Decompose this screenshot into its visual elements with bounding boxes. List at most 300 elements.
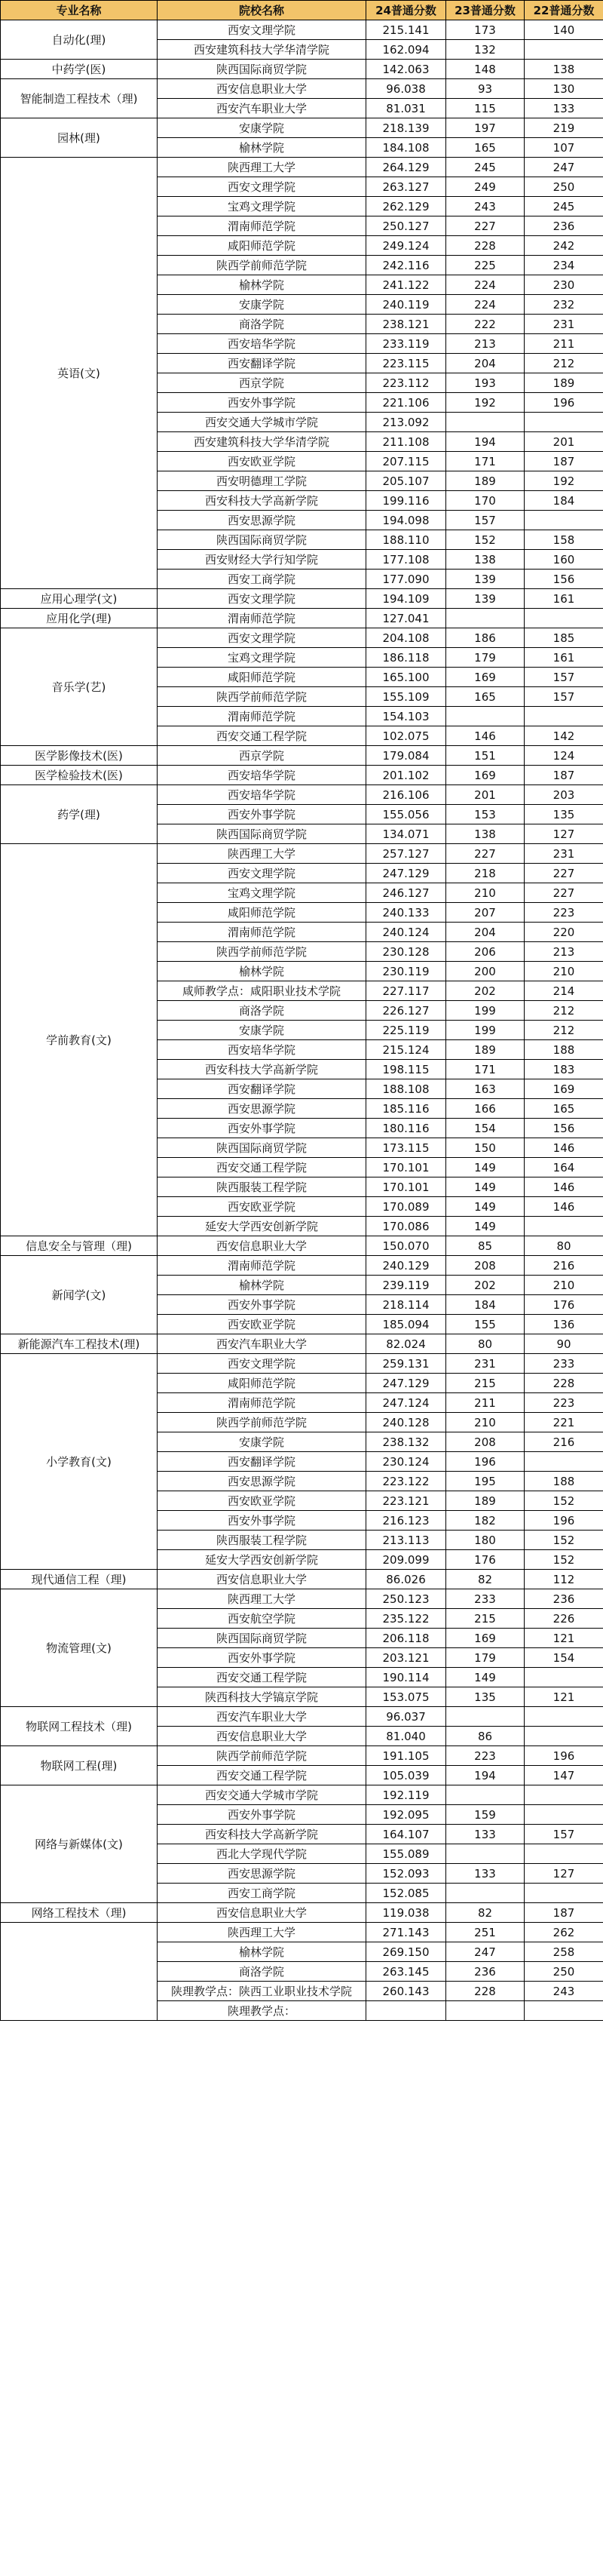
- school-name-cell: 咸阳师范学院: [158, 1374, 366, 1393]
- score-23-cell: 192: [446, 393, 525, 413]
- score-24-cell: 239.119: [366, 1276, 446, 1295]
- score-22-cell: 223: [525, 1393, 603, 1413]
- school-name-cell: 西安交通工程学院: [158, 1766, 366, 1785]
- score-22-cell: 211: [525, 334, 603, 354]
- score-23-cell: 210: [446, 883, 525, 903]
- score-23-cell: 133: [446, 1864, 525, 1884]
- score-22-cell: 210: [525, 1276, 603, 1295]
- school-name-cell: 西安信息职业大学: [158, 1903, 366, 1923]
- table-row: [1, 609, 603, 628]
- score-23-cell: 210: [446, 1413, 525, 1432]
- major-name-cell: 新能源汽车工程技术(理): [1, 1334, 158, 1354]
- score-24-cell: 204.108: [366, 628, 446, 648]
- score-22-cell: 154: [525, 1648, 603, 1668]
- score-22-cell: 121: [525, 1629, 603, 1648]
- score-24-cell: 238.121: [366, 315, 446, 334]
- school-name-cell: 陕西学前师范学院: [158, 1413, 366, 1432]
- score-22-cell: 147: [525, 1766, 603, 1785]
- score-24-cell: 180.116: [366, 1119, 446, 1138]
- score-22-cell: 223: [525, 903, 603, 923]
- school-name-cell: 西安文理学院: [158, 177, 366, 197]
- score-23-cell: 218: [446, 864, 525, 883]
- score-22-cell: 189: [525, 373, 603, 393]
- score-23-cell: [446, 413, 525, 432]
- score-24-cell: 81.031: [366, 99, 446, 118]
- score-23-cell: 159: [446, 1805, 525, 1825]
- score-24-cell: 102.075: [366, 726, 446, 746]
- score-24-cell: 218.139: [366, 118, 446, 138]
- school-name-cell: 西安交通大学城市学院: [158, 1785, 366, 1805]
- table-row: [1, 1570, 603, 1589]
- table-row: [1, 1589, 603, 1609]
- school-name-cell: 渭南师范学院: [158, 707, 366, 726]
- school-name-cell: 安康学院: [158, 1021, 366, 1040]
- table-row: [1, 1923, 603, 1942]
- major-name-cell: 网络与新媒体(文): [1, 1785, 158, 1903]
- school-name-cell: 西安科技大学高新学院: [158, 491, 366, 511]
- score-22-cell: 247: [525, 158, 603, 177]
- school-name-cell: 西安欧亚学院: [158, 452, 366, 471]
- score-24-cell: 230.128: [366, 942, 446, 962]
- score-23-cell: 186: [446, 628, 525, 648]
- score-24-cell: 86.026: [366, 1570, 446, 1589]
- score-23-cell: 115: [446, 99, 525, 118]
- score-22-cell: 231: [525, 844, 603, 864]
- table-row: [1, 60, 603, 79]
- table-row: [1, 1903, 603, 1923]
- score-22-cell: 226: [525, 1609, 603, 1629]
- score-23-cell: 138: [446, 550, 525, 570]
- school-name-cell: 安康学院: [158, 295, 366, 315]
- score-23-cell: 169: [446, 766, 525, 785]
- score-22-cell: 231: [525, 315, 603, 334]
- major-name-cell: 物流管理(文): [1, 1589, 158, 1707]
- score-22-cell: 227: [525, 864, 603, 883]
- score-23-cell: 150: [446, 1138, 525, 1158]
- school-name-cell: 西安培华学院: [158, 1040, 366, 1060]
- school-name-cell: 西安思源学院: [158, 1099, 366, 1119]
- school-name-cell: 陕西学前师范学院: [158, 256, 366, 275]
- score-22-cell: 212: [525, 1021, 603, 1040]
- score-23-cell: 228: [446, 236, 525, 256]
- score-23-cell: 227: [446, 844, 525, 864]
- score-24-cell: 209.099: [366, 1550, 446, 1570]
- school-name-cell: 陕西理工大学: [158, 158, 366, 177]
- score-23-cell: 135: [446, 1687, 525, 1707]
- score-22-cell: 228: [525, 1374, 603, 1393]
- score-22-cell: 121: [525, 1687, 603, 1707]
- score-23-cell: 155: [446, 1315, 525, 1334]
- school-name-cell: 渭南师范学院: [158, 609, 366, 628]
- score-23-cell: 165: [446, 687, 525, 707]
- major-name-cell: 中药学(医): [1, 60, 158, 79]
- score-24-cell: 150.070: [366, 1236, 446, 1256]
- score-24-cell: 173.115: [366, 1138, 446, 1158]
- score-22-cell: 169: [525, 1079, 603, 1099]
- major-name-cell: [1, 1923, 158, 2021]
- score-24-cell: 153.075: [366, 1687, 446, 1707]
- school-name-cell: 咸阳师范学院: [158, 903, 366, 923]
- score-22-cell: 196: [525, 1511, 603, 1531]
- score-22-cell: 158: [525, 530, 603, 550]
- school-name-cell: 陕西服装工程学院: [158, 1531, 366, 1550]
- school-name-cell: 渭南师范学院: [158, 923, 366, 942]
- score-23-cell: 85: [446, 1236, 525, 1256]
- score-22-cell: 161: [525, 589, 603, 609]
- score-24-cell: 216.123: [366, 1511, 446, 1531]
- school-name-cell: 商洛学院: [158, 1962, 366, 1982]
- score-23-cell: 207: [446, 903, 525, 923]
- school-name-cell: 西安建筑科技大学华清学院: [158, 432, 366, 452]
- score-22-cell: [525, 413, 603, 432]
- school-name-cell: 西安汽车职业大学: [158, 1707, 366, 1727]
- score-23-cell: [446, 1884, 525, 1903]
- major-name-cell: 音乐学(艺): [1, 628, 158, 746]
- score-22-cell: 192: [525, 471, 603, 491]
- score-22-cell: 236: [525, 216, 603, 236]
- school-name-cell: 榆林学院: [158, 962, 366, 981]
- school-name-cell: 西安交通工程学院: [158, 1158, 366, 1177]
- score-23-cell: 152: [446, 530, 525, 550]
- score-22-cell: 183: [525, 1060, 603, 1079]
- school-name-cell: 西安思源学院: [158, 1864, 366, 1884]
- major-name-cell: 新闻学(文): [1, 1256, 158, 1334]
- school-name-cell: 西安欧亚学院: [158, 1315, 366, 1334]
- score-23-cell: 169: [446, 1629, 525, 1648]
- school-name-cell: 西安思源学院: [158, 1472, 366, 1491]
- score-22-cell: 187: [525, 1903, 603, 1923]
- score-23-cell: 202: [446, 1276, 525, 1295]
- school-name-cell: 西安外事学院: [158, 805, 366, 824]
- score-22-cell: 176: [525, 1295, 603, 1315]
- school-name-cell: 西安信息职业大学: [158, 1727, 366, 1746]
- score-22-cell: 124: [525, 746, 603, 766]
- score-22-cell: 213: [525, 942, 603, 962]
- school-name-cell: 西安文理学院: [158, 1354, 366, 1374]
- table-row: [1, 1746, 603, 1766]
- score-24-cell: 81.040: [366, 1727, 446, 1746]
- score-24-cell: 184.108: [366, 138, 446, 158]
- score-22-cell: 233: [525, 1354, 603, 1374]
- school-name-cell: 延安大学西安创新学院: [158, 1550, 366, 1570]
- score-23-cell: 204: [446, 354, 525, 373]
- score-23-cell: 195: [446, 1472, 525, 1491]
- score-24-cell: 177.108: [366, 550, 446, 570]
- score-23-cell: 171: [446, 452, 525, 471]
- score-23-cell: 179: [446, 648, 525, 668]
- score-24-cell: 259.131: [366, 1354, 446, 1374]
- score-22-cell: [525, 1452, 603, 1472]
- header-school: 院校名称: [158, 1, 366, 20]
- score-22-cell: 127: [525, 824, 603, 844]
- score-24-cell: 177.090: [366, 570, 446, 589]
- major-name-cell: 信息安全与管理（理): [1, 1236, 158, 1256]
- score-23-cell: 189: [446, 1040, 525, 1060]
- score-24-cell: 165.100: [366, 668, 446, 687]
- score-24-cell: 257.127: [366, 844, 446, 864]
- score-22-cell: [525, 40, 603, 60]
- school-name-cell: 西安培华学院: [158, 766, 366, 785]
- major-name-cell: 应用心理学(文): [1, 589, 158, 609]
- score-23-cell: 169: [446, 668, 525, 687]
- school-name-cell: 渭南师范学院: [158, 216, 366, 236]
- major-name-cell: 现代通信工程（理): [1, 1570, 158, 1589]
- major-name-cell: 应用化学(理): [1, 609, 158, 628]
- score-23-cell: 170: [446, 491, 525, 511]
- score-22-cell: 188: [525, 1040, 603, 1060]
- school-name-cell: 西安信息职业大学: [158, 79, 366, 99]
- school-name-cell: 陕西国际商贸学院: [158, 1138, 366, 1158]
- school-name-cell: 西安交通工程学院: [158, 1668, 366, 1687]
- score-22-cell: 216: [525, 1432, 603, 1452]
- score-23-cell: 149: [446, 1197, 525, 1217]
- score-24-cell: 192.119: [366, 1785, 446, 1805]
- score-23-cell: 153: [446, 805, 525, 824]
- score-23-cell: 223: [446, 1746, 525, 1766]
- score-24-cell: 164.107: [366, 1825, 446, 1844]
- score-22-cell: 187: [525, 452, 603, 471]
- school-name-cell: 西安交通工程学院: [158, 726, 366, 746]
- score-23-cell: [446, 1844, 525, 1864]
- score-24-cell: 152.093: [366, 1864, 446, 1884]
- school-name-cell: 安康学院: [158, 118, 366, 138]
- score-23-cell: 149: [446, 1217, 525, 1236]
- score-24-cell: 152.085: [366, 1884, 446, 1903]
- school-name-cell: 西安翻译学院: [158, 1079, 366, 1099]
- school-name-cell: 西安外事学院: [158, 1119, 366, 1138]
- school-name-cell: 西安工商学院: [158, 570, 366, 589]
- score-24-cell: 170.101: [366, 1177, 446, 1197]
- score-23-cell: 182: [446, 1511, 525, 1531]
- score-24-cell: 207.115: [366, 452, 446, 471]
- score-23-cell: 204: [446, 923, 525, 942]
- score-23-cell: 208: [446, 1256, 525, 1276]
- score-24-cell: 216.106: [366, 785, 446, 805]
- score-24-cell: 226.127: [366, 1001, 446, 1021]
- score-24-cell: 170.086: [366, 1217, 446, 1236]
- major-name-cell: 自动化(理): [1, 20, 158, 60]
- score-22-cell: 152: [525, 1531, 603, 1550]
- school-name-cell: 西安文理学院: [158, 589, 366, 609]
- school-name-cell: 西安科技大学高新学院: [158, 1825, 366, 1844]
- score-24-cell: 249.124: [366, 236, 446, 256]
- table-row: [1, 1707, 603, 1727]
- school-name-cell: 咸阳师范学院: [158, 236, 366, 256]
- score-23-cell: 213: [446, 334, 525, 354]
- score-24-cell: 233.119: [366, 334, 446, 354]
- score-22-cell: [525, 1785, 603, 1805]
- score-22-cell: [525, 1805, 603, 1825]
- score-22-cell: 135: [525, 805, 603, 824]
- school-name-cell: 西安外事学院: [158, 1648, 366, 1668]
- score-24-cell: 240.133: [366, 903, 446, 923]
- score-23-cell: 215: [446, 1609, 525, 1629]
- school-name-cell: 陕西理工大学: [158, 844, 366, 864]
- school-name-cell: 西安文理学院: [158, 20, 366, 40]
- score-23-cell: [446, 707, 525, 726]
- table-row: [1, 79, 603, 99]
- score-22-cell: 157: [525, 687, 603, 707]
- score-24-cell: 247.124: [366, 1393, 446, 1413]
- school-name-cell: 西安外事学院: [158, 1805, 366, 1825]
- score-24-cell: 105.039: [366, 1766, 446, 1785]
- score-24-cell: 250.127: [366, 216, 446, 236]
- score-22-cell: 250: [525, 177, 603, 197]
- school-name-cell: 西安航空学院: [158, 1609, 366, 1629]
- score-24-cell: 170.089: [366, 1197, 446, 1217]
- score-24-cell: 250.123: [366, 1589, 446, 1609]
- score-23-cell: 231: [446, 1354, 525, 1374]
- school-name-cell: 西安信息职业大学: [158, 1570, 366, 1589]
- score-23-cell: 180: [446, 1531, 525, 1550]
- score-24-cell: 179.084: [366, 746, 446, 766]
- score-24-cell: 218.114: [366, 1295, 446, 1315]
- score-22-cell: 242: [525, 236, 603, 256]
- score-23-cell: 193: [446, 373, 525, 393]
- score-22-cell: 157: [525, 668, 603, 687]
- score-22-cell: 146: [525, 1138, 603, 1158]
- score-23-cell: 146: [446, 726, 525, 746]
- school-name-cell: 西安文理学院: [158, 628, 366, 648]
- score-23-cell: 154: [446, 1119, 525, 1138]
- school-name-cell: 西安工商学院: [158, 1884, 366, 1903]
- table-row: [1, 1256, 603, 1276]
- score-23-cell: 233: [446, 1589, 525, 1609]
- score-24-cell: 271.143: [366, 1923, 446, 1942]
- score-24-cell: 82.024: [366, 1334, 446, 1354]
- score-23-cell: 211: [446, 1393, 525, 1413]
- header-score-23: 23普通分数: [446, 1, 525, 20]
- school-name-cell: 宝鸡文理学院: [158, 197, 366, 216]
- score-24-cell: 201.102: [366, 766, 446, 785]
- score-24-cell: 263.127: [366, 177, 446, 197]
- score-22-cell: 187: [525, 766, 603, 785]
- score-22-cell: 146: [525, 1177, 603, 1197]
- table-row: [1, 844, 603, 864]
- school-name-cell: 陕西理工大学: [158, 1923, 366, 1942]
- score-24-cell: 192.095: [366, 1805, 446, 1825]
- score-22-cell: 236: [525, 1589, 603, 1609]
- score-22-cell: 203: [525, 785, 603, 805]
- score-22-cell: 232: [525, 295, 603, 315]
- school-name-cell: 西安建筑科技大学华清学院: [158, 40, 366, 60]
- score-22-cell: [525, 1884, 603, 1903]
- score-23-cell: 149: [446, 1158, 525, 1177]
- table-row: [1, 1785, 603, 1805]
- major-name-cell: 学前教育(文): [1, 844, 158, 1236]
- score-22-cell: 130: [525, 79, 603, 99]
- score-22-cell: [525, 707, 603, 726]
- score-23-cell: [446, 2001, 525, 2021]
- score-24-cell: 269.150: [366, 1942, 446, 1962]
- school-name-cell: 咸师教学点：咸阳职业技术学院: [158, 981, 366, 1001]
- table-row: [1, 1236, 603, 1256]
- score-24-cell: 215.124: [366, 1040, 446, 1060]
- score-22-cell: [525, 1217, 603, 1236]
- score-22-cell: 221: [525, 1413, 603, 1432]
- score-23-cell: 173: [446, 20, 525, 40]
- score-24-cell: 241.122: [366, 275, 446, 295]
- score-23-cell: 189: [446, 1491, 525, 1511]
- school-name-cell: 西安欧亚学院: [158, 1491, 366, 1511]
- score-24-cell: 96.038: [366, 79, 446, 99]
- score-24-cell: 242.116: [366, 256, 446, 275]
- score-24-cell: 263.145: [366, 1962, 446, 1982]
- score-23-cell: 176: [446, 1550, 525, 1570]
- score-24-cell: 225.119: [366, 1021, 446, 1040]
- score-23-cell: 139: [446, 570, 525, 589]
- score-22-cell: 138: [525, 60, 603, 79]
- score-22-cell: 90: [525, 1334, 603, 1354]
- school-name-cell: 西安文理学院: [158, 864, 366, 883]
- score-23-cell: 82: [446, 1570, 525, 1589]
- score-23-cell: 86: [446, 1727, 525, 1746]
- school-name-cell: 渭南师范学院: [158, 1256, 366, 1276]
- score-24-cell: 215.141: [366, 20, 446, 40]
- major-name-cell: 园林(理): [1, 118, 158, 158]
- school-name-cell: 西安培华学院: [158, 334, 366, 354]
- school-name-cell: 陕西国际商贸学院: [158, 60, 366, 79]
- score-23-cell: 179: [446, 1648, 525, 1668]
- table-row: [1, 1334, 603, 1354]
- score-24-cell: 191.105: [366, 1746, 446, 1766]
- school-name-cell: 陕西国际商贸学院: [158, 1629, 366, 1648]
- score-24-cell: 185.116: [366, 1099, 446, 1119]
- score-23-cell: 199: [446, 1021, 525, 1040]
- major-name-cell: 医学检验技术(医): [1, 766, 158, 785]
- score-22-cell: 230: [525, 275, 603, 295]
- score-22-cell: 152: [525, 1491, 603, 1511]
- score-23-cell: 245: [446, 158, 525, 177]
- score-24-cell: 240.119: [366, 295, 446, 315]
- score-24-cell: 221.106: [366, 393, 446, 413]
- score-23-cell: 222: [446, 315, 525, 334]
- score-22-cell: 219: [525, 118, 603, 138]
- school-name-cell: 延安大学西安创新学院: [158, 1217, 366, 1236]
- score-24-cell: 240.129: [366, 1256, 446, 1276]
- score-24-cell: 142.063: [366, 60, 446, 79]
- school-name-cell: 商洛学院: [158, 1001, 366, 1021]
- score-22-cell: 156: [525, 1119, 603, 1138]
- school-name-cell: 西安思源学院: [158, 511, 366, 530]
- score-23-cell: 225: [446, 256, 525, 275]
- school-name-cell: 西安培华学院: [158, 785, 366, 805]
- score-22-cell: 234: [525, 256, 603, 275]
- score-24-cell: 155.089: [366, 1844, 446, 1864]
- school-name-cell: 陕西学前师范学院: [158, 942, 366, 962]
- major-name-cell: 物联网工程技术（理): [1, 1707, 158, 1746]
- score-24-cell: 119.038: [366, 1903, 446, 1923]
- major-name-cell: 小学教育(文): [1, 1354, 158, 1570]
- major-name-cell: 物联网工程(理): [1, 1746, 158, 1785]
- school-name-cell: 陕西理工大学: [158, 1589, 366, 1609]
- score-24-cell: 194.098: [366, 511, 446, 530]
- score-22-cell: [525, 1844, 603, 1864]
- school-name-cell: 榆林学院: [158, 138, 366, 158]
- score-23-cell: 194: [446, 1766, 525, 1785]
- header-score-24: 24普通分数: [366, 1, 446, 20]
- score-22-cell: 212: [525, 1001, 603, 1021]
- score-24-cell: 223.122: [366, 1472, 446, 1491]
- score-24-cell: 199.116: [366, 491, 446, 511]
- score-23-cell: 148: [446, 60, 525, 79]
- score-23-cell: 200: [446, 962, 525, 981]
- score-24-cell: 188.108: [366, 1079, 446, 1099]
- score-23-cell: 171: [446, 1060, 525, 1079]
- score-22-cell: [525, 1727, 603, 1746]
- score-23-cell: 165: [446, 138, 525, 158]
- score-22-cell: 146: [525, 1197, 603, 1217]
